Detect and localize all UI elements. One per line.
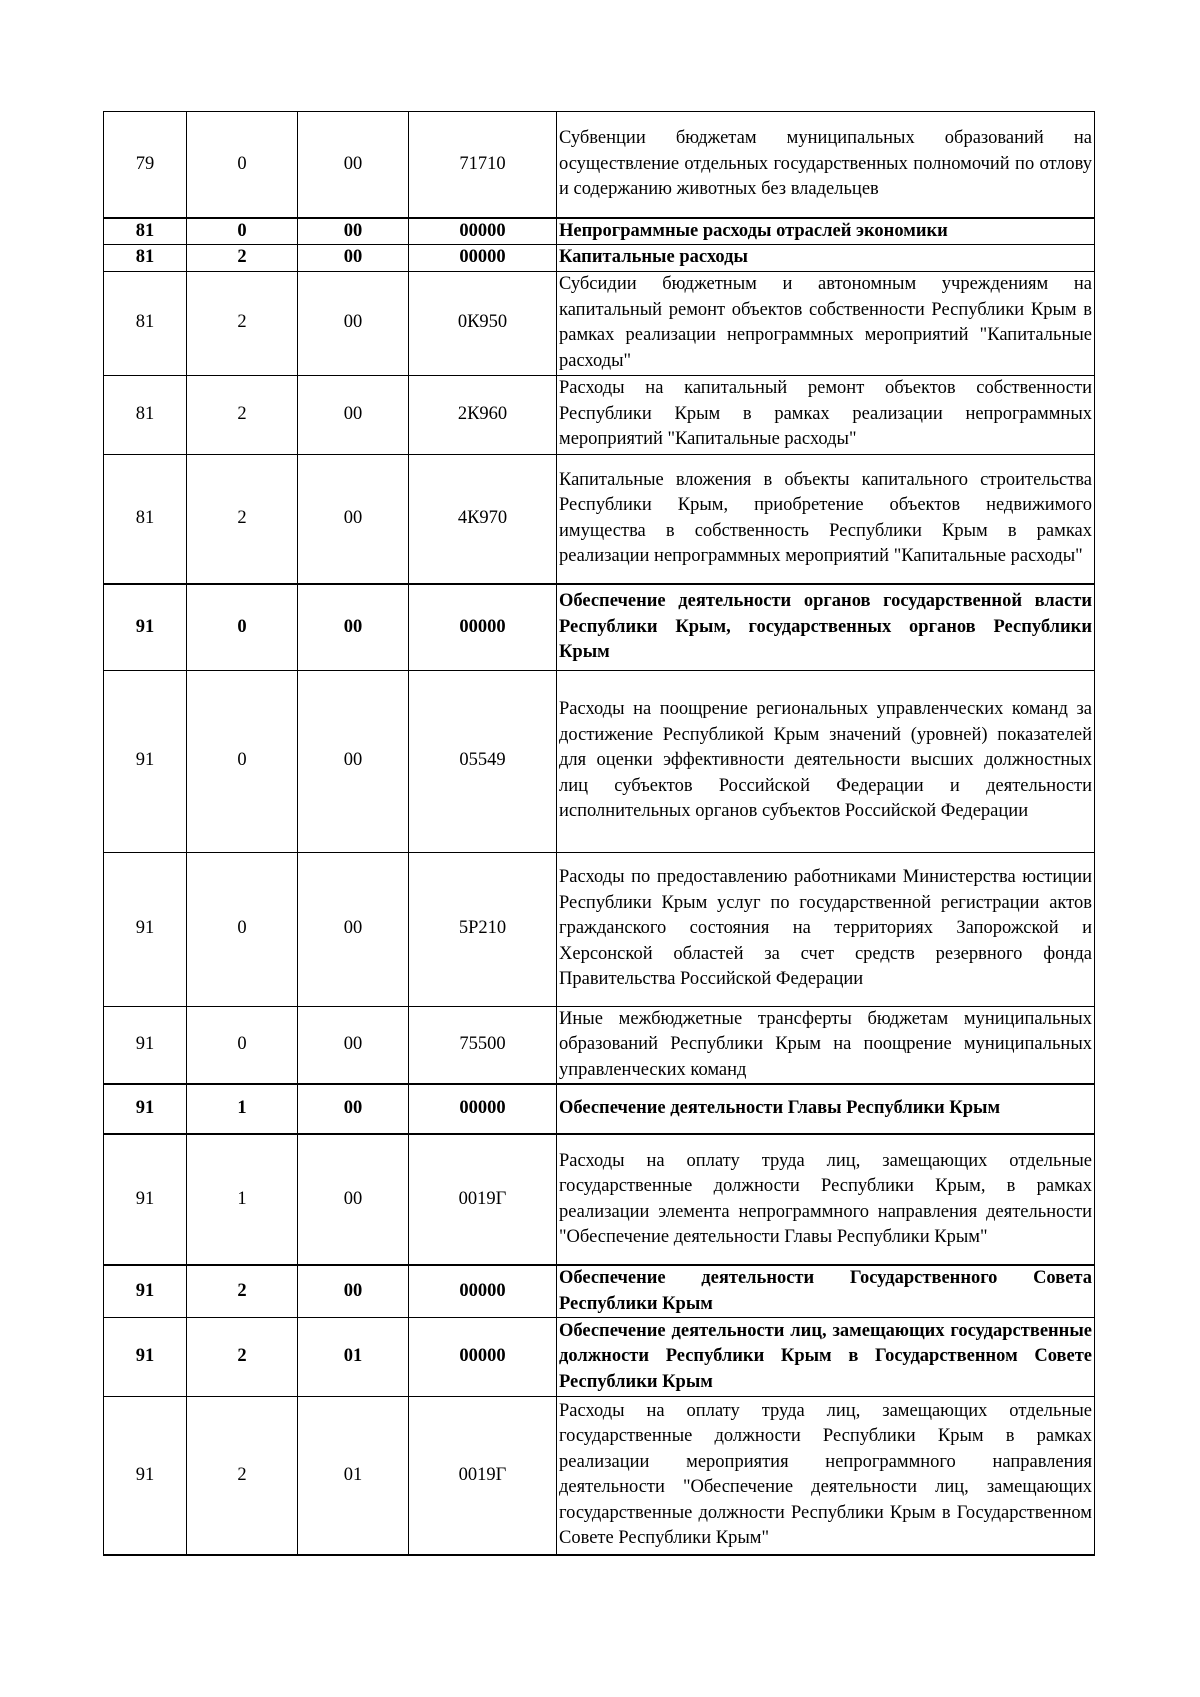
table-row bbox=[104, 112, 1095, 218]
table-row bbox=[104, 271, 1095, 375]
main-event-code-cell: 00 bbox=[298, 112, 409, 218]
main-event-code-cell: 01 bbox=[298, 1397, 409, 1555]
description-cell: Иные межбюджетные трансферты бюджетам муниципальных образований Республики Крым на поощрение муниципальных управленческих команд bbox=[557, 1006, 1095, 1084]
description-cell: Обеспечение деятельности Главы Республики Крым bbox=[557, 1084, 1095, 1134]
table-row bbox=[104, 852, 1095, 1006]
direction-code-cell: 4К970 bbox=[409, 454, 557, 584]
main-event-code-cell: 00 bbox=[298, 271, 409, 375]
table-row bbox=[104, 1134, 1095, 1265]
subprogram-code-cell: 2 bbox=[187, 454, 298, 584]
subprogram-code-cell: 0 bbox=[187, 670, 298, 852]
program-code-cell: 91 bbox=[104, 584, 187, 670]
direction-code-cell: 00000 bbox=[409, 584, 557, 670]
description-cell: Капитальные расходы bbox=[557, 245, 1095, 272]
subprogram-code-cell: 0 bbox=[187, 852, 298, 1006]
subprogram-code-cell: 2 bbox=[187, 1318, 298, 1397]
subprogram-code-cell: 0 bbox=[187, 584, 298, 670]
main-event-code-cell: 00 bbox=[298, 1084, 409, 1134]
program-code-cell: 81 bbox=[104, 218, 187, 245]
main-event-code-cell: 00 bbox=[298, 584, 409, 670]
subprogram-code-cell: 0 bbox=[187, 112, 298, 218]
direction-code-cell: 00000 bbox=[409, 1318, 557, 1397]
main-event-code-cell: 00 bbox=[298, 454, 409, 584]
main-event-code-cell: 00 bbox=[298, 375, 409, 454]
program-code-cell: 81 bbox=[104, 271, 187, 375]
description-cell: Непрограммные расходы отраслей экономики bbox=[557, 218, 1095, 245]
program-code-cell: 81 bbox=[104, 454, 187, 584]
program-code-cell: 91 bbox=[104, 1318, 187, 1397]
subprogram-code-cell: 2 bbox=[187, 245, 298, 272]
main-event-code-cell: 00 bbox=[298, 218, 409, 245]
description-cell: Субсидии бюджетным и автономным учреждениям на капитальный ремонт объектов собственности Республики Крым в рамках реализации непрограммных мероприятий "Капитальные расходы" bbox=[557, 271, 1095, 375]
main-event-code-cell: 00 bbox=[298, 1265, 409, 1318]
direction-code-cell: 0К950 bbox=[409, 271, 557, 375]
program-code-cell: 91 bbox=[104, 1006, 187, 1084]
description-cell: Субвенции бюджетам муниципальных образований на осуществление отдельных государственных полномочий по отлову и содержанию животных без владельцев bbox=[557, 112, 1095, 218]
direction-code-cell: 0019Г bbox=[409, 1397, 557, 1555]
direction-code-cell: 00000 bbox=[409, 1265, 557, 1318]
main-event-code-cell: 00 bbox=[298, 852, 409, 1006]
direction-code-cell: 00000 bbox=[409, 1084, 557, 1134]
program-code-cell: 91 bbox=[104, 1265, 187, 1318]
program-code-cell: 81 bbox=[104, 375, 187, 454]
subprogram-code-cell: 2 bbox=[187, 271, 298, 375]
program-code-cell: 79 bbox=[104, 112, 187, 218]
direction-code-cell: 0019Г bbox=[409, 1134, 557, 1265]
table-row bbox=[104, 245, 1095, 272]
description-cell: Расходы на оплату труда лиц, замещающих отдельные государственные должности Республики Крым в рамках реализации мероприятия непрограммного направления деятельности "Обеспечение деятельности лиц, замещающих государственные должности Республики Крым в Государственном Совете Республики Крым" bbox=[557, 1397, 1095, 1555]
description-cell: Обеспечение деятельности органов государственной власти Республики Крым, государственных органов Республики Крым bbox=[557, 584, 1095, 670]
table-row bbox=[104, 670, 1095, 852]
description-cell: Расходы на поощрение региональных управленческих команд за достижение Республикой Крым значений (уровней) показателей для оценки эффективности деятельности высших должностных лиц субъектов Российской Федерации и деятельности исполнительных органов субъектов Российской Федерации bbox=[557, 670, 1095, 852]
description-cell: Обеспечение деятельности лиц, замещающих государственные должности Республики Крым в Государственном Совете Республики Крым bbox=[557, 1318, 1095, 1397]
main-event-code-cell: 00 bbox=[298, 245, 409, 272]
table-row bbox=[104, 1006, 1095, 1084]
table-row bbox=[104, 1318, 1095, 1397]
table-row bbox=[104, 218, 1095, 245]
description-cell: Расходы на капитальный ремонт объектов собственности Республики Крым в рамках реализации непрограммных мероприятий "Капитальные расходы" bbox=[557, 375, 1095, 454]
description-cell: Расходы по предоставлению работниками Министерства юстиции Республики Крым услуг по государственной регистрации актов гражданского состояния на территориях Запорожской и Херсонской областей за счет средств резервного фонда Правительства Российской Федерации bbox=[557, 852, 1095, 1006]
main-event-code-cell: 00 bbox=[298, 1006, 409, 1084]
subprogram-code-cell: 0 bbox=[187, 1006, 298, 1084]
program-code-cell: 81 bbox=[104, 245, 187, 272]
program-code-cell: 91 bbox=[104, 1134, 187, 1265]
description-cell: Обеспечение деятельности Государственного Совета Республики Крым bbox=[557, 1265, 1095, 1318]
table-row bbox=[104, 1084, 1095, 1134]
program-code-cell: 91 bbox=[104, 670, 187, 852]
main-event-code-cell: 00 bbox=[298, 670, 409, 852]
description-cell: Капитальные вложения в объекты капитального строительства Республики Крым, приобретение объектов недвижимого имущества в собственность Республики Крым в рамках реализации непрограммных мероприятий "Капитальные расходы" bbox=[557, 454, 1095, 584]
subprogram-code-cell: 2 bbox=[187, 1265, 298, 1318]
table-row bbox=[104, 375, 1095, 454]
direction-code-cell: 00000 bbox=[409, 218, 557, 245]
direction-code-cell: 05549 bbox=[409, 670, 557, 852]
subprogram-code-cell: 0 bbox=[187, 218, 298, 245]
program-code-cell: 91 bbox=[104, 852, 187, 1006]
direction-code-cell: 71710 bbox=[409, 112, 557, 218]
description-cell: Расходы на оплату труда лиц, замещающих отдельные государственные должности Республики Крым, в рамках реализации элемента непрограммного направления деятельности "Обеспечение деятельности Главы Республики Крым" bbox=[557, 1134, 1095, 1265]
program-code-cell: 91 bbox=[104, 1084, 187, 1134]
table-row bbox=[104, 1265, 1095, 1318]
subprogram-code-cell: 1 bbox=[187, 1134, 298, 1265]
direction-code-cell: 75500 bbox=[409, 1006, 557, 1084]
subprogram-code-cell: 1 bbox=[187, 1084, 298, 1134]
budget-classification-table bbox=[103, 111, 1095, 1556]
subprogram-code-cell: 2 bbox=[187, 375, 298, 454]
subprogram-code-cell: 2 bbox=[187, 1397, 298, 1555]
direction-code-cell: 2К960 bbox=[409, 375, 557, 454]
program-code-cell: 91 bbox=[104, 1397, 187, 1555]
table-row bbox=[104, 584, 1095, 670]
main-event-code-cell: 00 bbox=[298, 1134, 409, 1265]
direction-code-cell: 5Р210 bbox=[409, 852, 557, 1006]
direction-code-cell: 00000 bbox=[409, 245, 557, 272]
main-event-code-cell: 01 bbox=[298, 1318, 409, 1397]
table-row bbox=[104, 1397, 1095, 1555]
table-row bbox=[104, 454, 1095, 584]
